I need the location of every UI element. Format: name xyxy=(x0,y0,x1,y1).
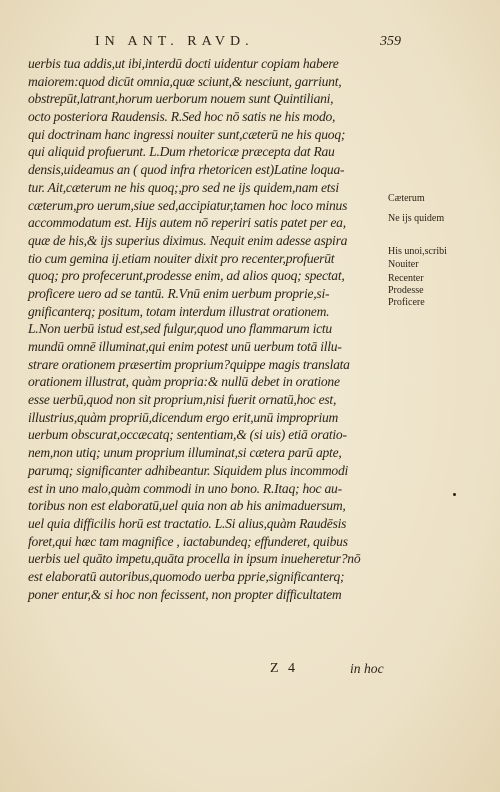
margin-note: Nouiter xyxy=(388,259,419,270)
text-line: tio cum gemina ij.etiam nouiter dixit pro recenter,profuerūt xyxy=(28,250,335,266)
text-line: esse uerbū,quod non sit proprium,nisi fuerit ornatū,hoc est, xyxy=(28,392,337,408)
text-line: maiorem:quod dicūt omnia,quæ sciunt,& nesciunt, garriunt, xyxy=(28,73,342,89)
text-line: orationem illustrat, quàm propria:& nullū debet in oratione xyxy=(28,374,340,390)
text-line: mundū omnē illuminat,qui enim potest unū uerbum totā illu- xyxy=(28,339,342,354)
running-title: IN ANT. RAVD. xyxy=(95,34,254,49)
body-text xyxy=(28,55,392,603)
text-line: octo posteriora Raudensis. R.Sed hoc nō satis ne his modo, xyxy=(28,109,336,125)
text-line: strare orationem præsertim proprium?quippe magis translata xyxy=(28,356,350,372)
text-line: uel quia difficilis horū est tractatio. L.Si alius,quàm Raudēsis xyxy=(28,515,347,531)
page-footer xyxy=(0,661,500,681)
text-line: accommodatum est. Hijs autem nō reperiri satis patet per ea, xyxy=(28,215,346,231)
text-line: cæterum,pro uerum,siue sed,accipiatur,tamen hoc loco minus xyxy=(28,197,348,213)
margin-note: Cæterum xyxy=(388,193,425,204)
text-line: illustrius,quàm propriū,dicendum ergo erit,unū improprium xyxy=(28,409,339,425)
text-line: tur. Ait,cæterum ne his quoq;,pro sed ne ijs quidem,nam etsi xyxy=(28,179,339,195)
signature-mark: Z 4 xyxy=(270,661,299,676)
text-line: L.Non uerbū istud est,sed fulgur,quod uno flammarum ictu xyxy=(28,321,332,337)
margin-note: Prodesse xyxy=(388,285,424,296)
text-line: obstrepūt,latrant,horum uerborum nouem sunt Quintiliani, xyxy=(28,91,334,107)
text-line: poner entur,& si hoc non fecissent, non propter difficultatem xyxy=(28,586,342,602)
text-line: densis,uideamus an ( quod infra rhetoricen est)Latine loqua- xyxy=(28,162,345,178)
text-line: parumq; significanter adhibeantur. Siquidem plus incommodi xyxy=(28,462,349,478)
ink-dot xyxy=(453,493,456,496)
text-line: est in uno malo,quàm commodi in uno bono. R.Itaq; hoc au- xyxy=(28,480,342,496)
text-line: nem,non utiq; unum proprium illuminat,si cætera parū apte, xyxy=(28,445,342,461)
text-line: qui aliquid profuerunt. L.Dum rhetoricæ præcepta dat Rau xyxy=(28,144,335,160)
text-line: proficere uero ad se tantū. R.Vnū enim uerbum proprie,si- xyxy=(28,285,330,301)
margin-note: His unoi,scribi xyxy=(388,246,447,257)
text-line: gnificanterq; positum, totam interdum illustrat orationem. xyxy=(28,303,330,319)
margin-note: Proficere xyxy=(388,297,425,308)
margin-note: Ne ijs quidem xyxy=(388,213,445,224)
text-line: uerbis tua addis,ut ibi,interdū docti uidentur copiam habere xyxy=(28,56,339,71)
folio-number: 359 xyxy=(380,34,401,49)
text-line: toribus non est elaboratū,uel quia non ab his animaduersum, xyxy=(28,498,346,514)
text-line: foret,qui hæc tam magnifice , iactabundeq; effunderet, quibus xyxy=(28,533,348,549)
text-line: uerbum obscurat,occæcatq; sententiam,& (si uis) etiā oratio- xyxy=(28,427,347,443)
text-line: quæ de his,& ijs superius diximus. Nequit enim adesse aspira xyxy=(28,232,348,248)
text-line: uerbis uel quāto impetu,quāta procella in ipsum inueheretur?nō xyxy=(28,551,361,567)
running-head xyxy=(0,34,500,54)
catchword: in hoc xyxy=(350,661,384,676)
margin-note: Recenter xyxy=(388,273,424,284)
text-line: quoq; pro profecerunt,prodesse enim, ad alios quoq; spectat, xyxy=(28,268,345,284)
text-line: est elaboratū autoribus,quomodo uerba pprie,significanterq; xyxy=(28,568,345,584)
text-line: qui doctrinam hanc ingressi nouiter sunt,cæterū ne his quoq; xyxy=(28,126,346,142)
